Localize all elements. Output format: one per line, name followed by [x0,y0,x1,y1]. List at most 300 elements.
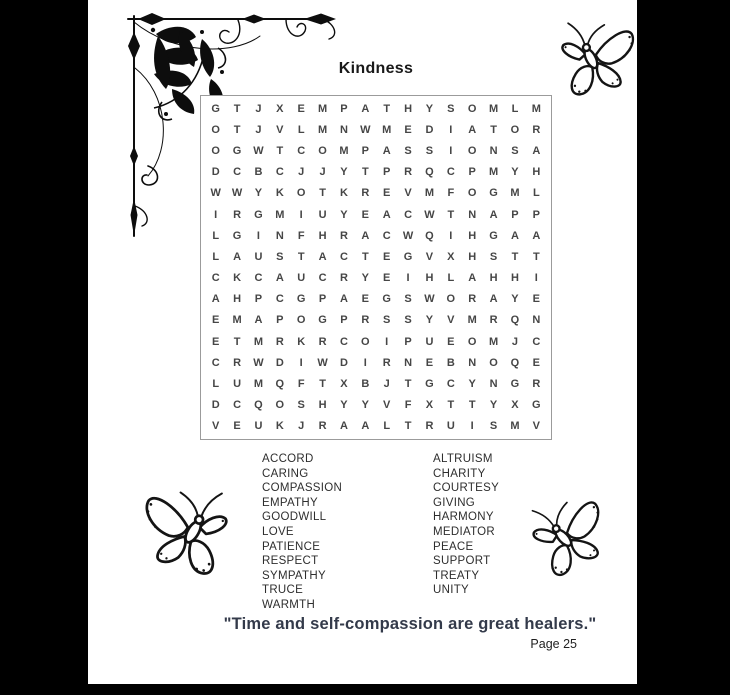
grid-letter: P [511,208,519,221]
grid-letter: V [425,250,434,263]
grid-letter: C [297,144,306,157]
grid-letter: O [467,187,477,200]
word-item: COMPASSION [262,482,343,495]
grid-letter: M [488,335,499,348]
grid-letter: M [531,102,541,115]
grid-letter: L [447,272,455,285]
grid-letter: P [340,102,348,115]
grid-letter: P [383,166,391,179]
grid-letter: K [297,335,306,348]
grid-letter: D [275,356,284,369]
grid-letter: E [404,123,412,136]
word-item: PEACE [433,540,474,553]
grid-row [205,183,547,203]
grid-letter: V [212,420,220,433]
grid-letter: O [211,123,220,136]
grid-letter: L [511,102,519,115]
grid-letter: M [510,420,520,433]
grid-letter: S [297,399,305,412]
grid-letter: Y [425,314,434,327]
grid-letter: T [297,250,305,263]
grid-letter: J [319,166,326,179]
grid-letter: T [319,187,326,200]
grid-letter: U [297,272,306,285]
grid-letter: I [470,420,474,433]
grid-letter: Y [361,272,369,285]
grid-letter: G [382,293,391,306]
grid-letter: A [339,420,348,433]
grid-letter: Q [510,314,520,327]
grid-letter: Q [425,166,434,179]
grid-letter: C [254,272,263,285]
grid-letter: I [256,229,260,242]
grid-letter: L [212,229,220,242]
grid-letter: N [489,144,498,157]
grid-letter: G [403,250,413,263]
grid-letter: O [489,356,498,369]
grid-letter: E [361,293,369,306]
grid-row [205,289,547,309]
grid-letter: M [510,187,520,200]
grid-letter: A [532,229,541,242]
grid-letter: T [511,250,519,263]
grid-letter: S [404,293,412,306]
page-number: Page 25 [530,637,577,651]
grid-letter: T [233,102,241,115]
grid-letter: W [360,123,371,136]
grid-letter: J [511,335,518,348]
grid-letter: M [339,144,349,157]
grid-letter: U [425,335,434,348]
grid-letter: Y [340,399,348,412]
grid-letter: G [254,208,263,221]
grid-letter: H [318,399,327,412]
grid-letter: E [532,356,540,369]
grid-letter: E [383,187,391,200]
grid-letter: E [383,272,391,285]
grid-letter: R [361,187,370,200]
grid-letter: H [532,166,541,179]
grid-letter: C [318,272,327,285]
grid-letter: J [255,102,262,115]
grid-letter: Y [340,166,348,179]
grid-letter: Q [425,229,434,242]
grid-letter: D [425,123,434,136]
grid-letter: A [318,250,327,263]
grid-letter: X [425,399,434,412]
grid-letter: L [532,187,540,200]
grid-letter: G [296,293,306,306]
grid-letter: E [212,314,220,327]
grid-letter: Y [340,208,348,221]
page-title: Kindness [338,60,414,77]
grid-letter: R [425,420,434,433]
grid-letter: C [446,378,455,391]
grid-letter: N [489,378,498,391]
grid-letter: P [532,208,540,221]
grid-letter: Y [511,293,519,306]
word-item: ACCORD [262,453,314,465]
grid-letter: R [318,420,327,433]
grid-letter: I [363,356,367,369]
grid-letter: T [404,420,412,433]
grid-letter: V [276,123,284,136]
grid-letter: R [489,314,498,327]
grid-row [205,205,547,225]
grid-letter: I [449,123,453,136]
grid-letter: R [233,208,242,221]
grid-letter: O [361,335,370,348]
quote-text: "Time and self-compassion are great healers." [223,615,597,633]
grid-letter: G [489,229,498,242]
grid-letter: P [340,314,348,327]
grid-row [205,374,547,394]
grid-letter: O [467,335,477,348]
grid-letter: W [253,356,264,369]
grid-letter: L [212,250,220,263]
grid-row [205,416,547,436]
grid-letter: R [275,335,284,348]
grid-letter: O [446,293,456,306]
grid-letter: W [424,208,435,221]
grid-letter: C [446,166,455,179]
grid-letter: L [212,378,220,391]
grid-letter: H [318,229,327,242]
grid-letter: E [361,208,369,221]
grid-letter: A [468,123,477,136]
grid-letter: Y [361,399,369,412]
word-item: ALTRUISM [433,453,493,465]
grid-letter: M [317,102,328,115]
grid-letter: A [489,293,498,306]
word-item: LOVE [262,525,294,538]
grid-letter: A [361,229,370,242]
grid-letter: U [446,420,455,433]
grid-letter: R [318,335,327,348]
word-item: CHARITY [433,467,486,480]
word-item: TRUCE [262,584,304,597]
grid-letter: P [254,293,263,306]
butterfly-icon [511,488,618,585]
grid-letter: M [488,166,499,179]
letter-grid [200,95,552,440]
grid-letter: M [253,335,264,348]
grid-letter: R [233,356,242,369]
grid-letter: A [339,293,348,306]
grid-letter: A [468,272,477,285]
grid-letter: E [212,335,220,348]
grid-letter: X [340,378,348,391]
grid-letter: W [253,144,264,157]
grid-letter: A [361,420,370,433]
grid-letter: P [468,166,476,179]
grid-letter: T [447,399,455,412]
word-item: MEDIATOR [433,525,496,538]
grid-letter: N [275,229,284,242]
word-list-right [433,452,499,598]
grid-letter: S [425,144,434,157]
grid-letter: J [298,166,305,179]
grid-letter: T [233,123,241,136]
grid-letter: R [404,166,413,179]
grid-letter: C [233,399,242,412]
grid-letter: G [425,378,434,391]
grid-letter: U [254,420,263,433]
grid-letter: M [382,123,392,136]
grid-letter: K [275,420,284,433]
grid-letter: O [211,144,220,157]
grid-row [205,353,547,373]
grid-letter: P [318,293,327,306]
grid-letter: A [233,250,242,263]
grid-letter: T [404,378,412,391]
grid-letter: T [468,399,476,412]
grid-letter: C [275,293,284,306]
grid-letter: M [232,314,242,327]
word-item: HARMONY [433,511,494,524]
grid-letter: T [361,250,369,263]
grid-letter: X [447,250,455,263]
grid-letter: C [211,272,220,285]
grid-letter: I [214,208,218,221]
grid-letter: P [361,144,369,157]
grid-letter: T [490,123,497,136]
grid-letter: O [510,123,520,136]
grid-letter: C [211,356,220,369]
grid-letter: O [275,399,285,412]
grid-letter: I [385,335,389,348]
grid-letter: B [254,166,263,179]
grid-letter: A [532,144,541,157]
grid-letter: R [532,123,541,136]
grid-letter: M [253,378,264,391]
grid-letter: Q [254,399,263,412]
word-item: WARMTH [262,598,316,611]
grid-letter: O [467,144,477,157]
grid-letter: F [297,378,305,391]
grid-letter: I [534,272,538,285]
grid-letter: R [468,293,477,306]
grid-letter: I [299,356,303,369]
grid-letter: G [318,314,327,327]
grid-letter: G [489,187,498,200]
grid-letter: E [532,293,540,306]
grid-letter: I [449,229,453,242]
word-item: EMPATHY [262,496,318,509]
grid-letter: J [298,420,305,433]
grid-letter: T [532,250,540,263]
grid-letter: R [361,314,370,327]
grid-letter: F [404,399,412,412]
grid-row [205,141,547,161]
word-item: PATIENCE [262,540,321,553]
grid-letter: V [532,420,540,433]
word-item: GIVING [433,496,476,509]
grid-letter: C [339,250,348,263]
grid-letter: S [489,420,498,433]
grid-letter: J [383,378,390,391]
grid-letter: I [406,272,410,285]
grid-letter: N [339,123,348,136]
grid-letter: K [233,272,242,285]
grid-letter: N [468,356,477,369]
word-item: CARING [262,467,309,480]
grid-letter: S [276,250,284,263]
grid-letter: T [447,208,455,221]
grid-letter: C [404,208,413,221]
grid-letter: T [361,166,369,179]
grid-letter: N [468,208,477,221]
grid-row [205,310,547,330]
grid-letter: L [383,420,391,433]
grid-letter: Y [511,166,519,179]
grid-letter: U [233,378,242,391]
grid-letter: A [489,208,498,221]
grid-letter: A [275,272,284,285]
grid-row [205,247,547,267]
grid-letter: A [382,208,391,221]
grid-letter: H [404,102,413,115]
grid-letter: F [297,229,305,242]
grid-letter: C [275,166,284,179]
grid-letter: D [339,356,348,369]
grid-letter: W [210,187,221,200]
grid-letter: S [404,144,412,157]
grid-row [205,226,547,246]
grid-letter: G [510,378,520,391]
butterfly-icon [139,474,244,587]
grid-letter: G [232,144,242,157]
grid-letter: X [511,399,519,412]
grid-letter: W [402,229,414,242]
grid-letter: G [232,229,242,242]
word-item: TREATY [433,569,480,582]
grid-letter: A [254,314,263,327]
grid-letter: Y [425,102,434,115]
grid-letter: M [317,123,328,136]
grid-letter: Y [254,187,263,200]
word-item: RESPECT [262,555,319,568]
grid-letter: C [382,229,391,242]
grid-letter: Y [489,399,498,412]
grid-letter: D [211,166,220,179]
grid-letter: H [489,272,498,285]
grid-letter: G [532,399,541,412]
grid-row [205,99,547,119]
word-item: GOODWILL [262,511,327,524]
grid-row [205,395,547,415]
grid-letter: C [532,335,541,348]
word-item: SYMPATHY [262,569,326,582]
grid-letter: V [383,399,391,412]
grid-letter: A [211,293,220,306]
grid-letter: Y [468,378,476,391]
grid-letter: R [382,356,391,369]
grid-letter: T [319,378,326,391]
grid-letter: Q [275,378,285,391]
grid-letter: M [488,102,499,115]
grid-letter: S [404,314,412,327]
grid-letter: I [299,208,303,221]
grid-letter: S [447,102,455,115]
grid-row [205,120,547,140]
grid-letter: M [275,208,285,221]
grid-letter: A [382,144,391,157]
grid-letter: N [404,356,413,369]
grid-letter: H [233,293,242,306]
grid-letter: O [467,102,477,115]
grid-letter: S [383,314,391,327]
grid-letter: R [339,229,348,242]
grid-letter: S [489,250,498,263]
grid-letter: T [383,102,391,115]
grid-letter: E [383,250,391,263]
grid-letter: H [510,272,519,285]
grid-letter: W [231,187,243,200]
grid-letter: I [449,144,453,157]
grid-letter: D [211,399,220,412]
grid-letter: M [467,314,477,327]
grid-letter: R [532,378,541,391]
grid-letter: A [361,102,370,115]
grid-letter: X [276,102,284,115]
grid-row [205,268,547,288]
grid-letter: G [211,102,220,115]
grid-letter: P [276,314,284,327]
grid-letter: H [468,250,477,263]
grid-letter: P [404,335,412,348]
grid-letter: B [446,356,455,369]
grid-letter: H [468,229,477,242]
grid-letter: K [275,187,284,200]
grid-row [205,332,547,352]
word-item: COURTESY [433,482,500,495]
grid-letter: K [339,187,348,200]
grid-letter: C [233,166,242,179]
grid-letter: W [424,293,435,306]
book-page [88,0,637,684]
word-list-left [262,452,342,613]
grid-letter: V [447,314,455,327]
grid-letter: J [255,123,262,136]
grid-letter: N [532,314,541,327]
grid-letter: R [339,272,348,285]
grid-letter: Q [510,356,520,369]
grid-letter: E [425,356,434,369]
grid-letter: T [233,335,241,348]
grid-letter: S [511,144,519,157]
grid-letter: A [510,229,519,242]
grid-letter: H [425,272,434,285]
grid-row [205,162,547,182]
grid-letter: F [447,187,455,200]
grid-letter: E [233,420,241,433]
grid-letter: B [361,378,370,391]
grid-letter: E [297,102,305,115]
grid-letter: U [254,250,263,263]
grid-letter: M [424,187,435,200]
grid-letter: T [276,144,284,157]
word-item: SUPPORT [433,555,491,568]
word-item: UNITY [433,584,469,597]
grid-letter: O [318,144,327,157]
grid-letter: E [447,335,455,348]
grid-letter: L [297,123,305,136]
butterfly-icon [540,8,643,106]
grid-letter: O [296,314,306,327]
grid-letter: U [318,208,327,221]
grid-letter: W [317,356,328,369]
